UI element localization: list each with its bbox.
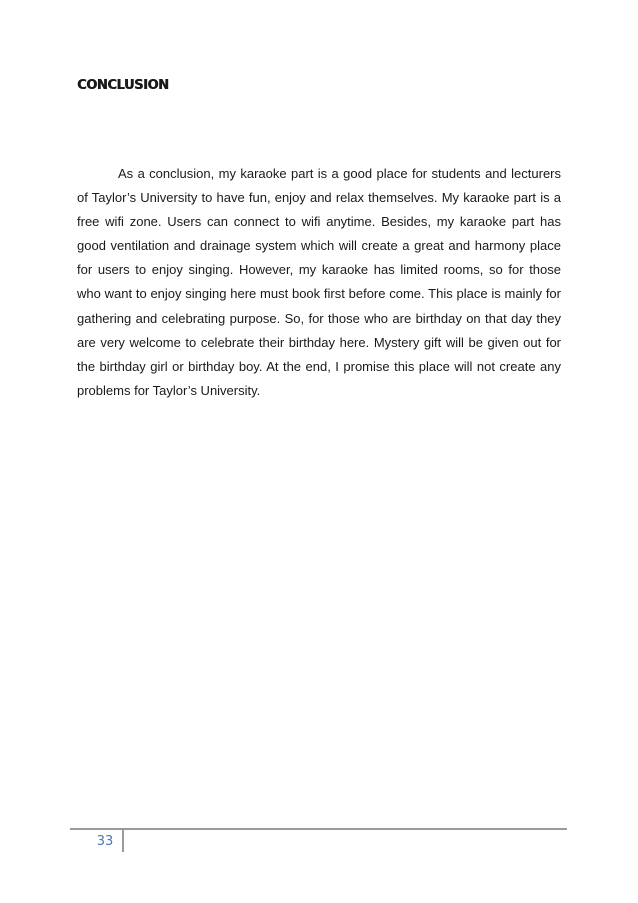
- footer-divider: [122, 830, 124, 852]
- page-number: 33: [96, 834, 114, 849]
- conclusion-paragraph: As a conclusion, my karaoke part is a good place for students and lecturers of Taylor’s University to have fun, enjoy and relax themselves. My karaoke part is a free wifi zone. Users can connect to wifi anytime. Besides, my karaoke part has good ventilation and drainage system which will create a great and harmony place for users to enjoy singing. However, my karaoke has limited rooms, so for those who want to enjoy singing here must book first before come. This place is mainly for gathering and celebrating purpose. So, for those who are birthday on that day they are very welcome to celebrate their birthday here. Mystery gift will be given out for the birthday girl or birthday boy. At the end, I promise this place will not create any problems for Taylor’s University.: [77, 166, 561, 398]
- section-heading: CONCLUSION: [77, 78, 169, 93]
- footer-rule: [70, 828, 567, 830]
